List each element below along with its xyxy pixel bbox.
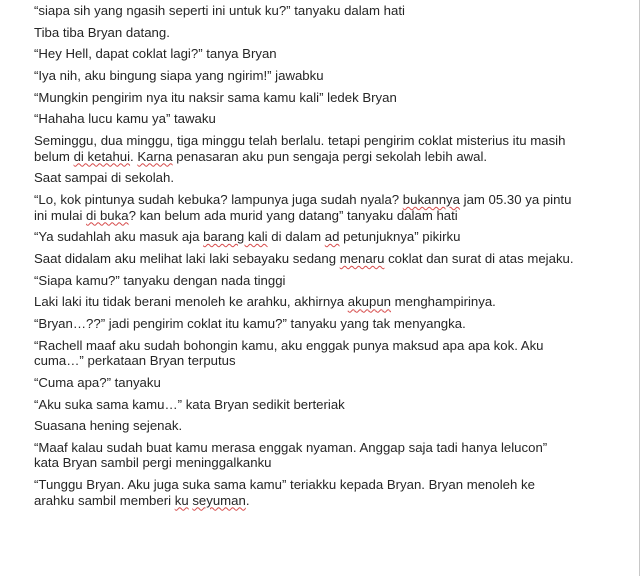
spellcheck-flagged-word: di ketahui bbox=[73, 148, 131, 164]
text-run: “Mungkin pengirim nya itu naksir sama kamu kali” ledek Bryan bbox=[34, 89, 397, 105]
paragraph bbox=[34, 316, 614, 332]
text-line bbox=[34, 149, 614, 165]
text-line bbox=[34, 251, 614, 267]
text-run: Saat sampai di sekolah. bbox=[34, 170, 175, 186]
text-line bbox=[34, 25, 614, 41]
text-run: belum bbox=[34, 148, 74, 164]
text-run: Suasana hening sejenak. bbox=[34, 418, 183, 434]
text-run: “Hey Hell, dapat coklat lagi?” tanya Bryan bbox=[34, 46, 277, 62]
text-run: kata Bryan sambil pergi meninggalkanku bbox=[34, 455, 272, 471]
text-line bbox=[34, 455, 614, 471]
paragraph bbox=[34, 418, 614, 434]
paragraph bbox=[34, 229, 614, 245]
spellcheck-flagged-word: barang kali bbox=[203, 229, 268, 245]
text-run: coklat dan surat di atas mejaku. bbox=[384, 250, 574, 266]
text-line bbox=[34, 68, 614, 84]
document-body[interactable] bbox=[34, 3, 614, 514]
paragraph bbox=[34, 338, 614, 369]
text-run: Tiba tiba Bryan datang. bbox=[34, 24, 170, 40]
paragraph bbox=[34, 133, 614, 164]
text-run: “Bryan…??” jadi pengirim coklat itu kamu?” tanyaku yang tak menyangka. bbox=[34, 315, 466, 331]
spellcheck-flagged-word: Karna bbox=[137, 148, 173, 164]
spellcheck-flagged-word: bukannya bbox=[402, 192, 460, 207]
text-run: Saat didalam aku melihat laki laki sebayaku sedang bbox=[34, 250, 340, 266]
text-line bbox=[34, 316, 614, 332]
paragraph bbox=[34, 294, 614, 310]
text-line bbox=[34, 229, 614, 245]
text-line bbox=[34, 375, 614, 391]
text-run: “Iya nih, aku bingung siapa yang ngirim!” jawabku bbox=[34, 68, 324, 84]
text-run: menghampirinya. bbox=[391, 294, 496, 310]
text-run: “Lo, kok pintunya sudah kebuka? lampunya juga sudah nyala? bbox=[34, 192, 403, 207]
text-line bbox=[34, 192, 614, 208]
text-run: “Maaf kalau sudah buat kamu merasa enggak nyaman. Anggap saja tadi hanya lelucon” bbox=[34, 439, 548, 455]
spellcheck-flagged-word: ku bbox=[174, 492, 189, 508]
text-line bbox=[34, 208, 614, 224]
text-run: “Aku suka sama kamu…” kata Bryan sedikit berteriak bbox=[34, 396, 345, 412]
text-line bbox=[34, 90, 614, 106]
text-run: arahku sambil memberi bbox=[34, 492, 175, 508]
text-run: Seminggu, dua minggu, tiga minggu telah berlalu. tetapi pengirim coklat misterius itu masih bbox=[34, 133, 566, 149]
text-line bbox=[34, 111, 614, 127]
text-run: ? kan belum ada murid yang datang” tanyaku dalam hati bbox=[128, 207, 458, 223]
text-run: “siapa sih yang ngasih seperti ini untuk ku?” tanyaku dalam hati bbox=[34, 3, 405, 18]
text-run: “Rachell maaf aku sudah bohongin kamu, aku enggak punya maksud apa apa kok. Aku bbox=[34, 337, 544, 353]
text-run: “Tunggu Bryan. Aku juga suka sama kamu” teriakku kepada Bryan. Bryan menoleh ke bbox=[34, 477, 535, 493]
text-line bbox=[34, 338, 614, 354]
paragraph bbox=[34, 477, 614, 508]
paragraph bbox=[34, 25, 614, 41]
paragraph bbox=[34, 273, 614, 289]
text-run: petunjuknya” pikirku bbox=[339, 229, 461, 245]
text-line bbox=[34, 493, 614, 509]
paragraph bbox=[34, 251, 614, 267]
paragraph bbox=[34, 397, 614, 413]
text-run: Laki laki itu tidak berani menoleh ke arahku, akhirnya bbox=[34, 294, 348, 310]
text-run: “Hahaha lucu kamu ya” tawaku bbox=[34, 111, 216, 127]
text-run: ini mulai bbox=[34, 207, 87, 223]
spellcheck-flagged-word: di buka bbox=[86, 207, 129, 223]
text-run: “Ya sudahlah aku masuk aja bbox=[34, 229, 204, 245]
text-line bbox=[34, 133, 614, 149]
text-line bbox=[34, 353, 614, 369]
text-run: jam 05.30 ya pintu bbox=[459, 192, 572, 207]
text-line bbox=[34, 170, 614, 186]
paragraph bbox=[34, 375, 614, 391]
text-run: “Siapa kamu?” tanyaku dengan nada tinggi bbox=[34, 272, 286, 288]
text-line bbox=[34, 294, 614, 310]
paragraph bbox=[34, 90, 614, 106]
spellcheck-flagged-word: ad bbox=[324, 229, 340, 245]
paragraph bbox=[34, 192, 614, 223]
spellcheck-flagged-word: akupun bbox=[347, 294, 392, 310]
text-run: “Cuma apa?” tanyaku bbox=[34, 374, 161, 390]
spellcheck-flagged-word: menaru bbox=[339, 250, 385, 266]
text-line bbox=[34, 3, 614, 19]
text-run: penasaran aku pun sengaja pergi sekolah lebih awal. bbox=[172, 148, 488, 164]
paragraph bbox=[34, 170, 614, 186]
text-line bbox=[34, 46, 614, 62]
text-line bbox=[34, 477, 614, 493]
text-run: . bbox=[245, 492, 250, 508]
text-run: di dalam bbox=[267, 229, 325, 245]
text-run: cuma…” perkataan Bryan terputus bbox=[34, 353, 236, 369]
paragraph bbox=[34, 3, 614, 19]
paragraph bbox=[34, 46, 614, 62]
text-line bbox=[34, 273, 614, 289]
text-line bbox=[34, 418, 614, 434]
text-line bbox=[34, 397, 614, 413]
text-line bbox=[34, 440, 614, 456]
text-run: . bbox=[130, 148, 138, 164]
paragraph bbox=[34, 68, 614, 84]
spellcheck-flagged-word: seyuman bbox=[192, 492, 246, 508]
paragraph bbox=[34, 111, 614, 127]
paragraph bbox=[34, 440, 614, 471]
